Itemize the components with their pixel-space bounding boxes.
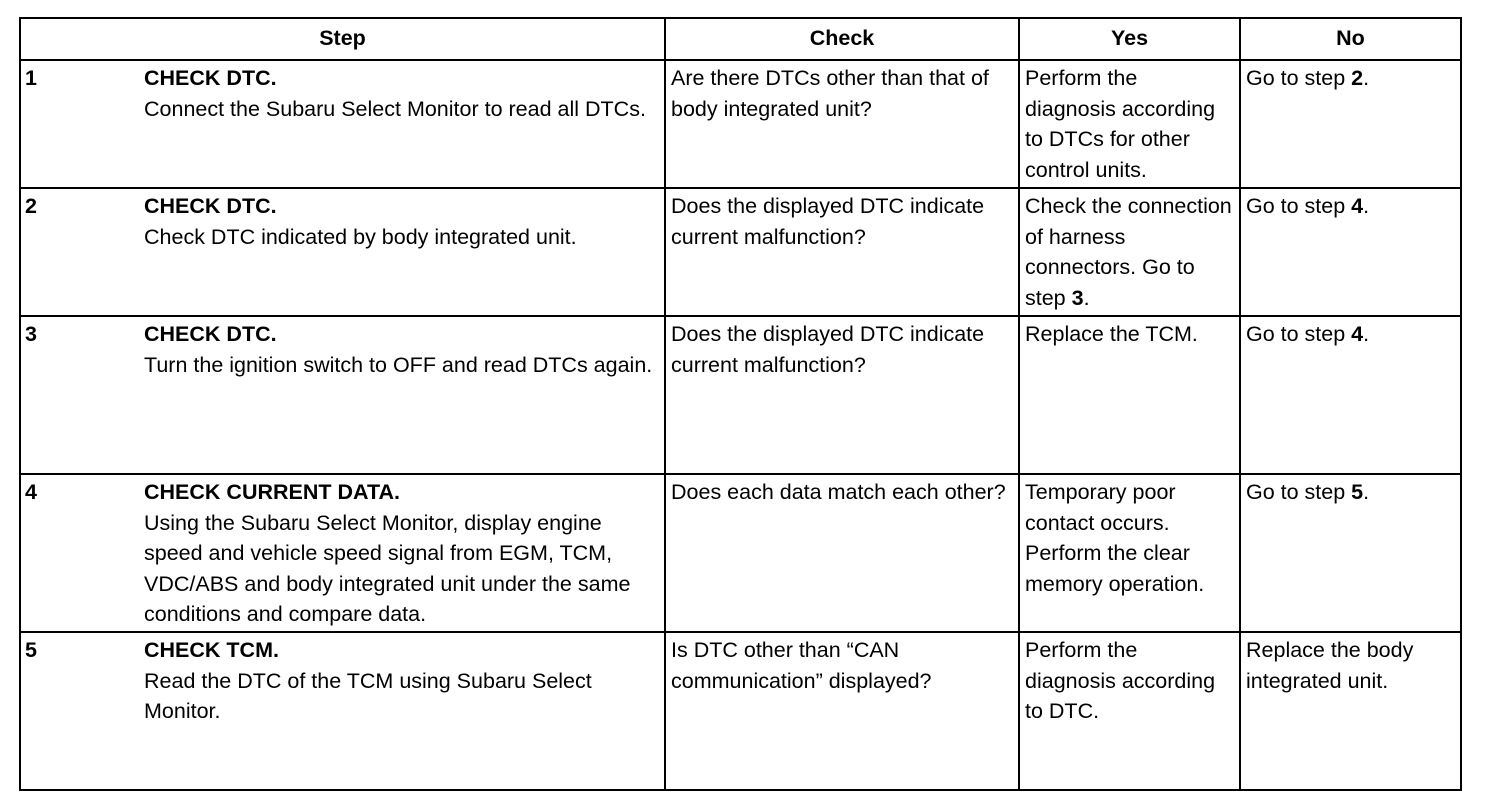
header-check: Check [665, 18, 1019, 60]
yes-prefix: Check the connection of harness connectors. Go to step [1025, 194, 1232, 310]
yes-cell [1019, 188, 1240, 316]
no-suffix: . [1363, 480, 1370, 504]
step-cell [20, 60, 665, 188]
yes-cell: Temporary poor contact occurs. Perform the clear memory operation. [1019, 474, 1240, 632]
yes-suffix: . [1083, 285, 1090, 310]
check-cell: Are there DTCs other than that of body integrated unit? [665, 60, 1019, 188]
no-cell: Replace the body integrated unit. [1240, 632, 1461, 790]
table-row [20, 316, 1461, 474]
step-title: CHECK DTC. [144, 194, 277, 218]
step-cell [20, 474, 665, 632]
no-prefix: Go to step [1246, 480, 1352, 504]
table-row [20, 474, 1461, 632]
step-instruction: Read the DTC of the TCM using Subaru Select Monitor. [144, 668, 592, 723]
header-no: No [1240, 18, 1461, 60]
no-suffix: . [1363, 322, 1370, 346]
step-number: 5 [25, 638, 37, 662]
step-title: CHECK DTC. [144, 66, 277, 90]
step-reference: 2 [1351, 66, 1364, 90]
no-prefix: Go to step [1246, 322, 1352, 346]
no-suffix: . [1363, 66, 1370, 90]
step-number: 1 [25, 66, 37, 90]
step-number: 2 [25, 194, 37, 218]
step-reference: 5 [1351, 480, 1364, 504]
step-instruction: Turn the ignition switch to OFF and read DTCs again. [144, 352, 653, 377]
step-cell [20, 632, 665, 790]
no-cell [1240, 60, 1461, 188]
header-yes: Yes [1019, 18, 1240, 60]
table-row [20, 60, 1461, 188]
step-title: CHECK DTC. [144, 322, 277, 346]
step-title: CHECK CURRENT DATA. [144, 480, 400, 504]
step-instruction: Using the Subaru Select Monitor, display engine speed and vehicle speed signal from EGM, TCM, VDC/ABS and body integrated unit under the same conditions and compare data. [144, 510, 631, 626]
step-reference: 3 [1071, 285, 1084, 310]
diagnostic-table [19, 17, 1462, 791]
check-cell: Does the displayed DTC indicate current malfunction? [665, 188, 1019, 316]
step-cell [20, 316, 665, 474]
check-cell: Does the displayed DTC indicate current malfunction? [665, 316, 1019, 474]
step-instruction: Check DTC indicated by body integrated unit. [144, 224, 577, 249]
table-row [20, 188, 1461, 316]
table-row [20, 632, 1461, 790]
no-cell [1240, 188, 1461, 316]
step-instruction: Connect the Subaru Select Monitor to read all DTCs. [144, 96, 646, 121]
table-header-row [20, 18, 1461, 60]
step-cell [20, 188, 665, 316]
no-prefix: Go to step [1246, 194, 1352, 218]
no-prefix: Go to step [1246, 66, 1352, 90]
step-reference: 4 [1351, 194, 1364, 218]
yes-cell: Perform the diagnosis according to DTC. [1019, 632, 1240, 790]
step-reference: 4 [1351, 322, 1364, 346]
no-cell [1240, 474, 1461, 632]
check-cell: Is DTC other than “CAN communication” displayed? [665, 632, 1019, 790]
yes-cell: Perform the diagnosis according to DTCs for other control units. [1019, 60, 1240, 188]
step-number: 4 [25, 480, 37, 504]
step-title: CHECK TCM. [144, 638, 279, 662]
yes-cell: Replace the TCM. [1019, 316, 1240, 474]
check-cell: Does each data match each other? [665, 474, 1019, 632]
no-cell [1240, 316, 1461, 474]
no-suffix: . [1363, 194, 1370, 218]
step-number: 3 [25, 322, 37, 346]
header-step: Step [20, 18, 665, 60]
